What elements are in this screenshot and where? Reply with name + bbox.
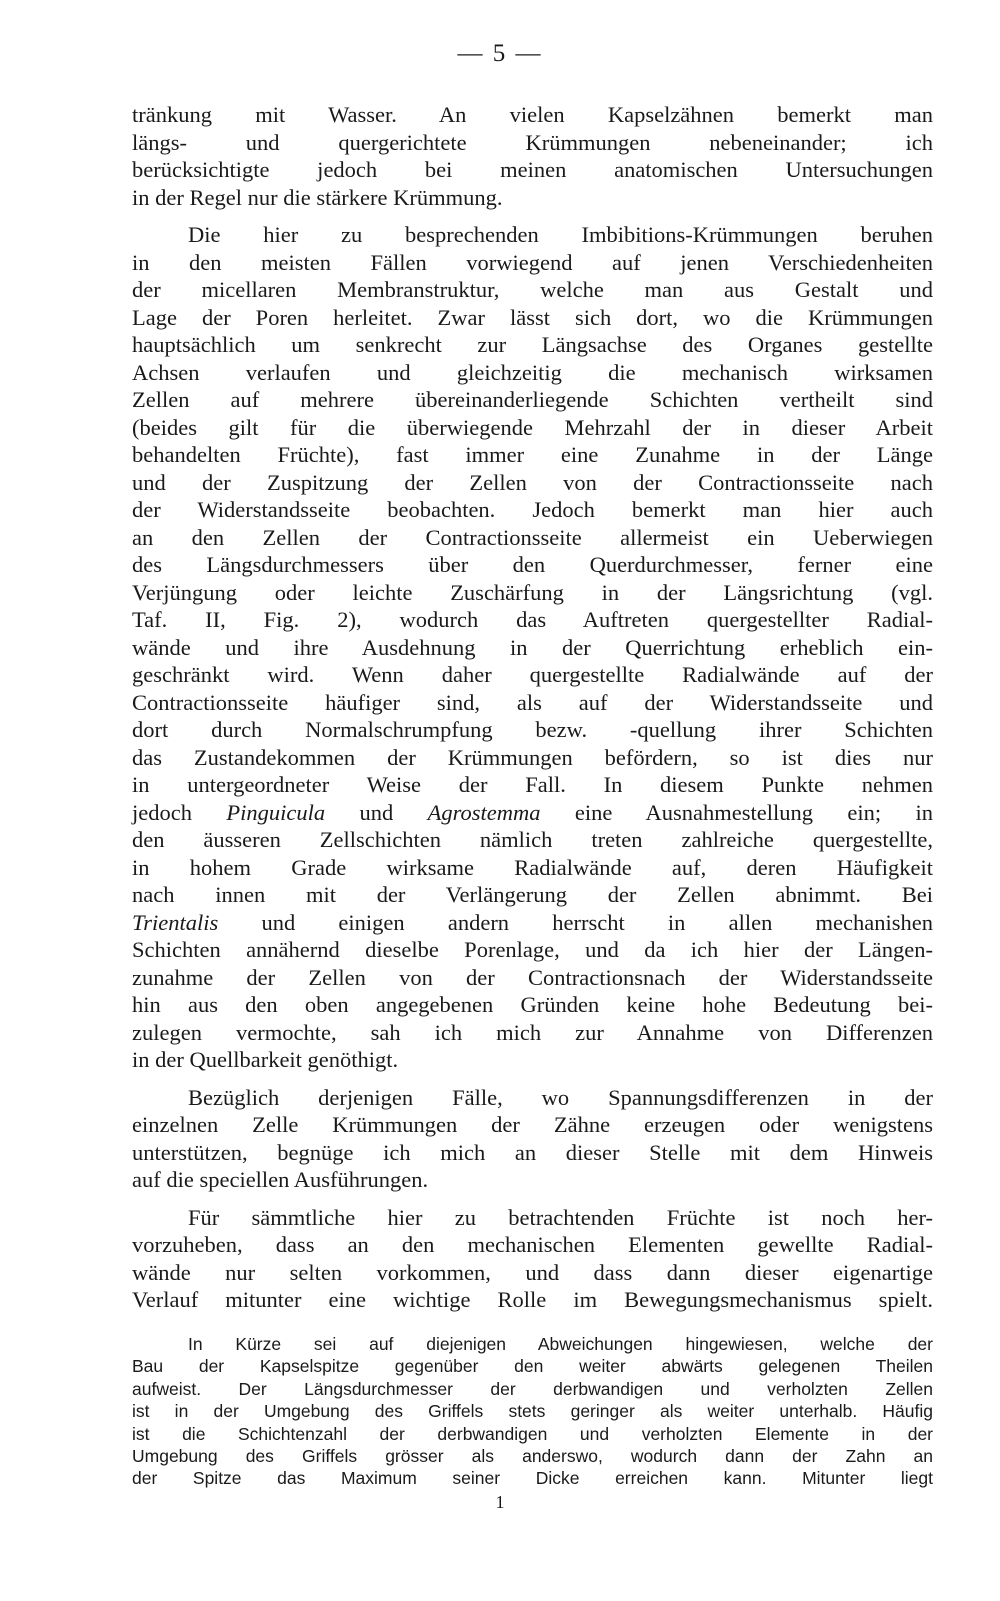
text-line: den äusseren Zellschichten nämlich treten zahlreiche quergestellte, (132, 827, 933, 852)
text-line: Schichten annähernd dieselbe Porenlage, und da ich hier der Längen- (132, 937, 933, 962)
text-line: dort durch Normalschrumpfung bezw. -quellung ihrer Schichten (132, 717, 933, 742)
text-line: nach innen mit der Verlängerung der Zellen abnimmt. Bei (132, 882, 933, 907)
paragraph (132, 101, 933, 211)
page-number: — 5 — (457, 40, 543, 67)
footnote-line: In Kürze sei auf diejenigen Abweichungen hingewiesen, welche der (188, 1334, 933, 1354)
text-line: einzelnen Zelle Krümmungen der Zähne erzeugen oder wenigstens (132, 1112, 933, 1137)
text-line: Contractionsseite häufiger sind, als auf der Widerstandsseite und (132, 689, 933, 715)
text-line: Achsen verlaufen und gleichzeitig die mechanisch wirksamen (132, 359, 933, 385)
text-line: berücksichtigte jedoch bei meinen anatomischen Untersuchungen (132, 157, 933, 182)
text-line: in der Regel nur die stärkere Krümmung. (132, 184, 503, 210)
text-line: das Zustandekommen der Krümmungen befördern, so ist dies nur (132, 744, 933, 770)
footnote (132, 1333, 933, 1490)
text-line: Verjüngung oder leichte Zuschärfung in der Längsrichtung (vgl. (132, 579, 933, 605)
text-line: auf die speciellen Ausführungen. (132, 1167, 429, 1192)
footnote-line: der Spitze das Maximum seiner Dicke erreichen kann. Mitunter liegt (132, 1468, 933, 1489)
text-line: Zellen auf mehrere übereinanderliegende Schichten vertheilt sind (132, 387, 933, 412)
text-line: behandelten Früchte), fast immer eine Zunahme in der Länge (132, 442, 933, 467)
paragraph (132, 1204, 933, 1314)
text-line: des Längsdurchmessers über den Querdurchmesser, ferner eine (132, 552, 933, 577)
text-line: Lage der Poren herleitet. Zwar lässt sich dort, wo die Krümmungen (132, 304, 933, 330)
body-text (132, 101, 933, 1314)
text-line: an den Zellen der Contractionsseite allermeist ein Ueberwiegen (132, 524, 933, 550)
text-line: Bezüglich derjenigen Fälle, wo Spannungsdifferenzen in der (188, 1084, 933, 1110)
text-line: zulegen vermochte, sah ich mich zur Annahme von Differenzen (132, 1019, 933, 1045)
text-line: Taf. II, Fig. 2), wodurch das Auftreten quergestellter Radial- (132, 607, 933, 632)
text-line: längs- und quergerichtete Krümmungen nebeneinander; ich (132, 129, 933, 155)
text-line: (beides gilt für die überwiegende Mehrzahl der in dieser Arbeit (132, 414, 933, 440)
paragraph (132, 221, 933, 1074)
text-line: Für sämmtliche hier zu betrachtenden Früchte ist noch her- (188, 1204, 933, 1230)
footnote-line: Bau der Kapselspitze gegenüber den weiter abwärts gelegenen Theilen (132, 1356, 933, 1377)
text-line: vorzuheben, dass an den mechanischen Elementen gewellte Radial- (132, 1232, 933, 1257)
text-line: der micellaren Membranstruktur, welche man aus Gestalt und (132, 277, 933, 302)
text-line: in hohem Grade wirksame Radialwände auf, deren Häufigkeit (132, 854, 933, 880)
footnote-line: aufweist. Der Längsdurchmesser der derbwandigen und verholzten Zellen (132, 1378, 933, 1399)
text-line: in der Quellbarkeit genöthigt. (132, 1047, 399, 1072)
paragraph (132, 1084, 933, 1194)
text-line: in untergeordneter Weise der Fall. In diesem Punkte nehmen (132, 772, 933, 797)
footnote-line: Umgebung des Griffels grösser als anderswo, wodurch dann der Zahn an (132, 1445, 933, 1466)
footnote-line: ist die Schichtenzahl der derbwandigen und verholzten Elemente in der (132, 1423, 933, 1444)
text-line: hin aus den oben angegebenen Gründen keine hohe Bedeutung bei- (132, 992, 933, 1017)
text-line: wände nur selten vorkommen, und dass dann dieser eigenartige (132, 1259, 933, 1285)
text-line: hauptsächlich um senkrecht zur Längsachse des Organes gestellte (132, 332, 933, 357)
text-line: zunahme der Zellen von der Contractionsnach der Widerstandsseite (132, 964, 933, 990)
text-line: wände und ihre Ausdehnung in der Querrichtung erheblich ein- (132, 634, 933, 660)
text-line: Verlauf mitunter eine wichtige Rolle im Bewegungsmechanismus spielt. (132, 1287, 933, 1312)
text-line: jedoch Pinguicula und Agrostemma eine Ausnahmestellung ein; in (132, 799, 933, 825)
footnote-marker: 1 (495, 1492, 505, 1512)
text-line: Trientalis und einigen andern herrscht in allen mechanishen (132, 909, 933, 935)
text-line: geschränkt wird. Wenn daher quergestellte Radialwände auf der (132, 662, 933, 687)
text-line: in den meisten Fällen vorwiegend auf jenen Verschiedenheiten (132, 249, 933, 275)
text-line: Die hier zu besprechenden Imbibitions-Krümmungen beruhen (188, 222, 933, 247)
text-line: der Widerstandsseite beobachten. Jedoch bemerkt man hier auch (132, 497, 933, 522)
text-line: und der Zuspitzung der Zellen von der Contractionsseite nach (132, 469, 933, 495)
text-line: unterstützen, begnüge ich mich an dieser Stelle mit dem Hinweis (132, 1139, 933, 1165)
text-line: tränkung mit Wasser. An vielen Kapselzähnen bemerkt man (132, 102, 933, 127)
footnote-line: ist in der Umgebung des Griffels stets geringer als weiter unterhalb. Häufig (132, 1401, 933, 1422)
